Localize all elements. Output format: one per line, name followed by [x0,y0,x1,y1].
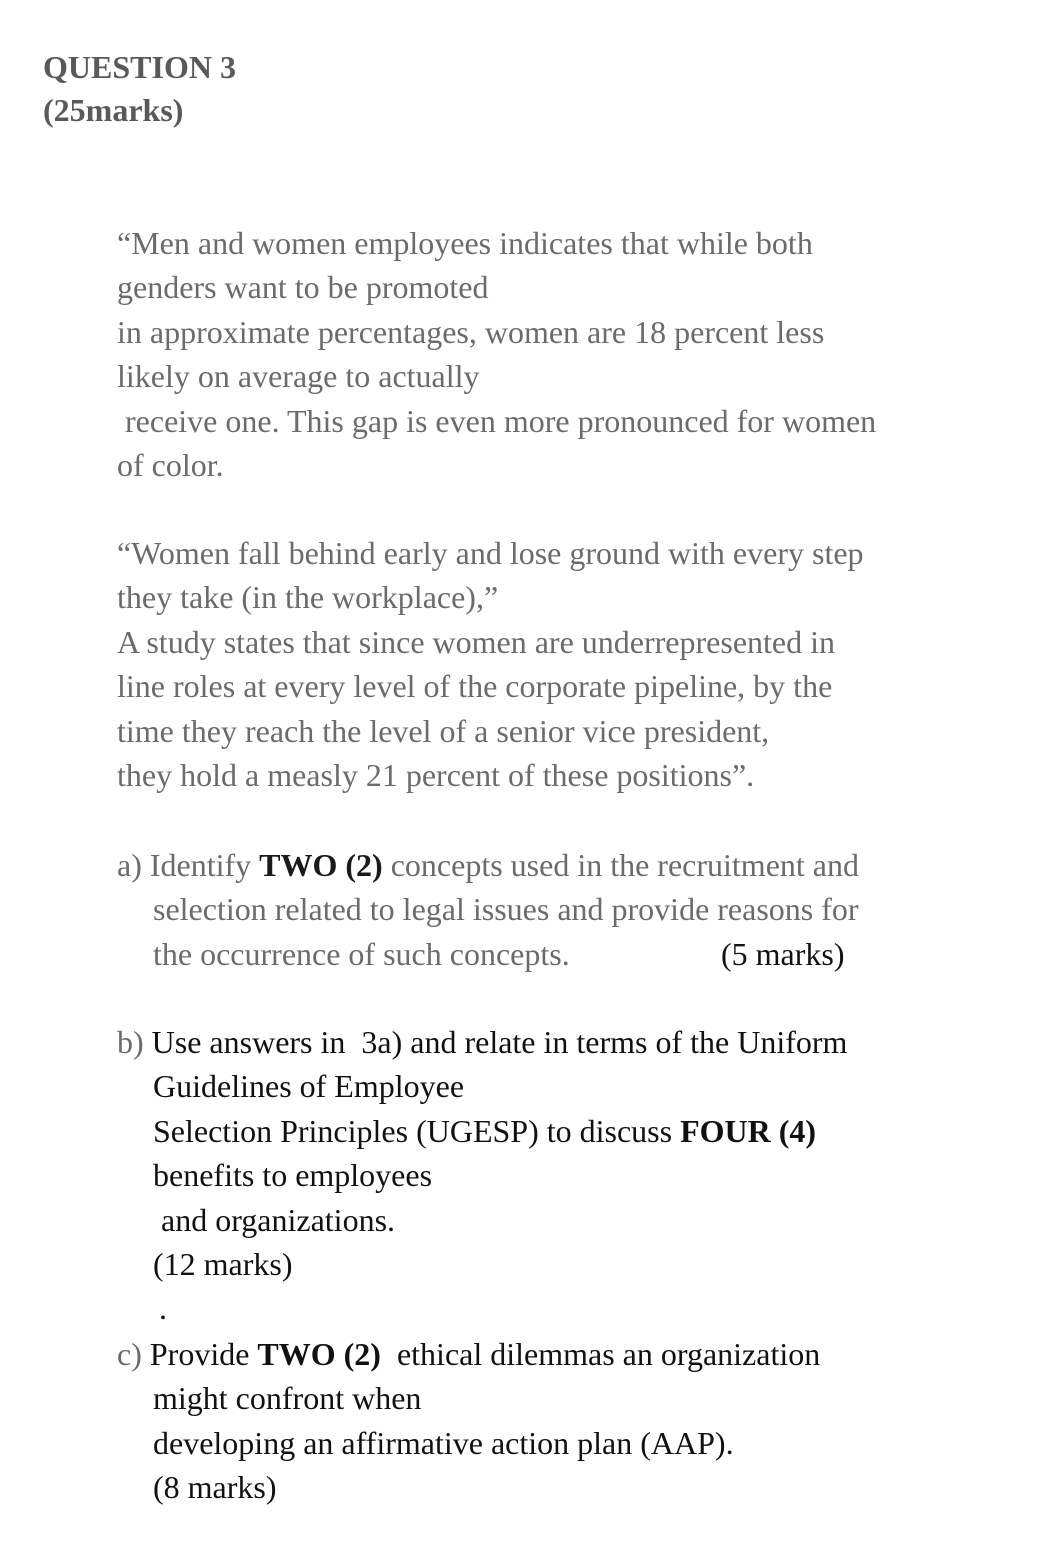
quote-paragraph-2 [117,531,997,797]
quote2-line: line roles at every level of the corporate pipeline, by the [117,668,833,705]
question-b-dot: . [159,1290,167,1327]
quote2-line: they hold a measly 21 percent of these positions”. [117,757,755,794]
question-a-text-end: the occurrence of such concepts. [153,935,570,972]
question-a-line-1 [117,843,997,887]
question-b-line-1 [117,1020,997,1064]
question-a [117,843,997,976]
quote2-line: “Women fall behind early and lose ground with every step [117,535,864,571]
question-b [117,1020,997,1331]
question-b-text: Use answers in 3a) and relate in terms of the Uniform [143,1024,848,1060]
question-label: QUESTION 3 [43,49,236,85]
question-a-text: concepts used in the recruitment and [382,847,859,883]
quote2-line: time they reach the level of a senior vice president, [117,712,770,749]
question-a-line-2: selection related to legal issues and provide reasons for [153,891,859,928]
question-c-emphasis: TWO (2) [257,1336,381,1372]
question-b-line-3 [117,1109,997,1153]
question-c-line-3: developing an affirmative action plan (AAP). [153,1424,734,1461]
quote2-line: A study states that since women are underrepresented in [117,623,835,660]
question-a-marks: (5 marks) [721,935,845,972]
quote1-line: receive one. This gap is even more pronounced for women [117,402,877,439]
quote1-line: likely on average to actually [117,358,480,395]
question-header [43,46,236,132]
question-a-line-3 [117,932,997,976]
question-c-text-a: Provide [141,1336,258,1372]
quote1-line: in approximate percentages, women are 18 percent less [117,313,825,350]
question-marks: (25marks) [43,92,184,128]
question-b-line-5: and organizations. [153,1201,396,1238]
question-b-marks: (12 marks) [153,1246,293,1283]
question-c-marks: (8 marks) [153,1469,277,1506]
quote-paragraph-1 [117,221,997,487]
quote1-line: of color. [117,447,224,484]
question-c [117,1332,997,1510]
question-c-text-b: ethical dilemmas an organization [380,1336,821,1372]
question-c-prefix: c) [117,1336,142,1372]
question-b-line-2: Guidelines of Employee [153,1068,465,1105]
question-b-line-4: benefits to employees [153,1157,433,1194]
question-c-line-2: might confront when [153,1380,422,1417]
question-a-prefix: a) Identify [117,847,260,883]
quote2-line: they take (in the workplace),” [117,579,499,616]
question-a-emphasis: TWO (2) [259,847,383,883]
question-b-text-3: Selection Principles (UGESP) to discuss [153,1112,681,1149]
quote1-line: “Men and women employees indicates that while both [117,225,813,261]
quote1-line: genders want to be promoted [117,269,489,306]
question-b-prefix: b) [117,1024,144,1060]
question-b-emphasis: FOUR (4) [680,1112,817,1149]
question-c-line-1 [117,1332,997,1376]
